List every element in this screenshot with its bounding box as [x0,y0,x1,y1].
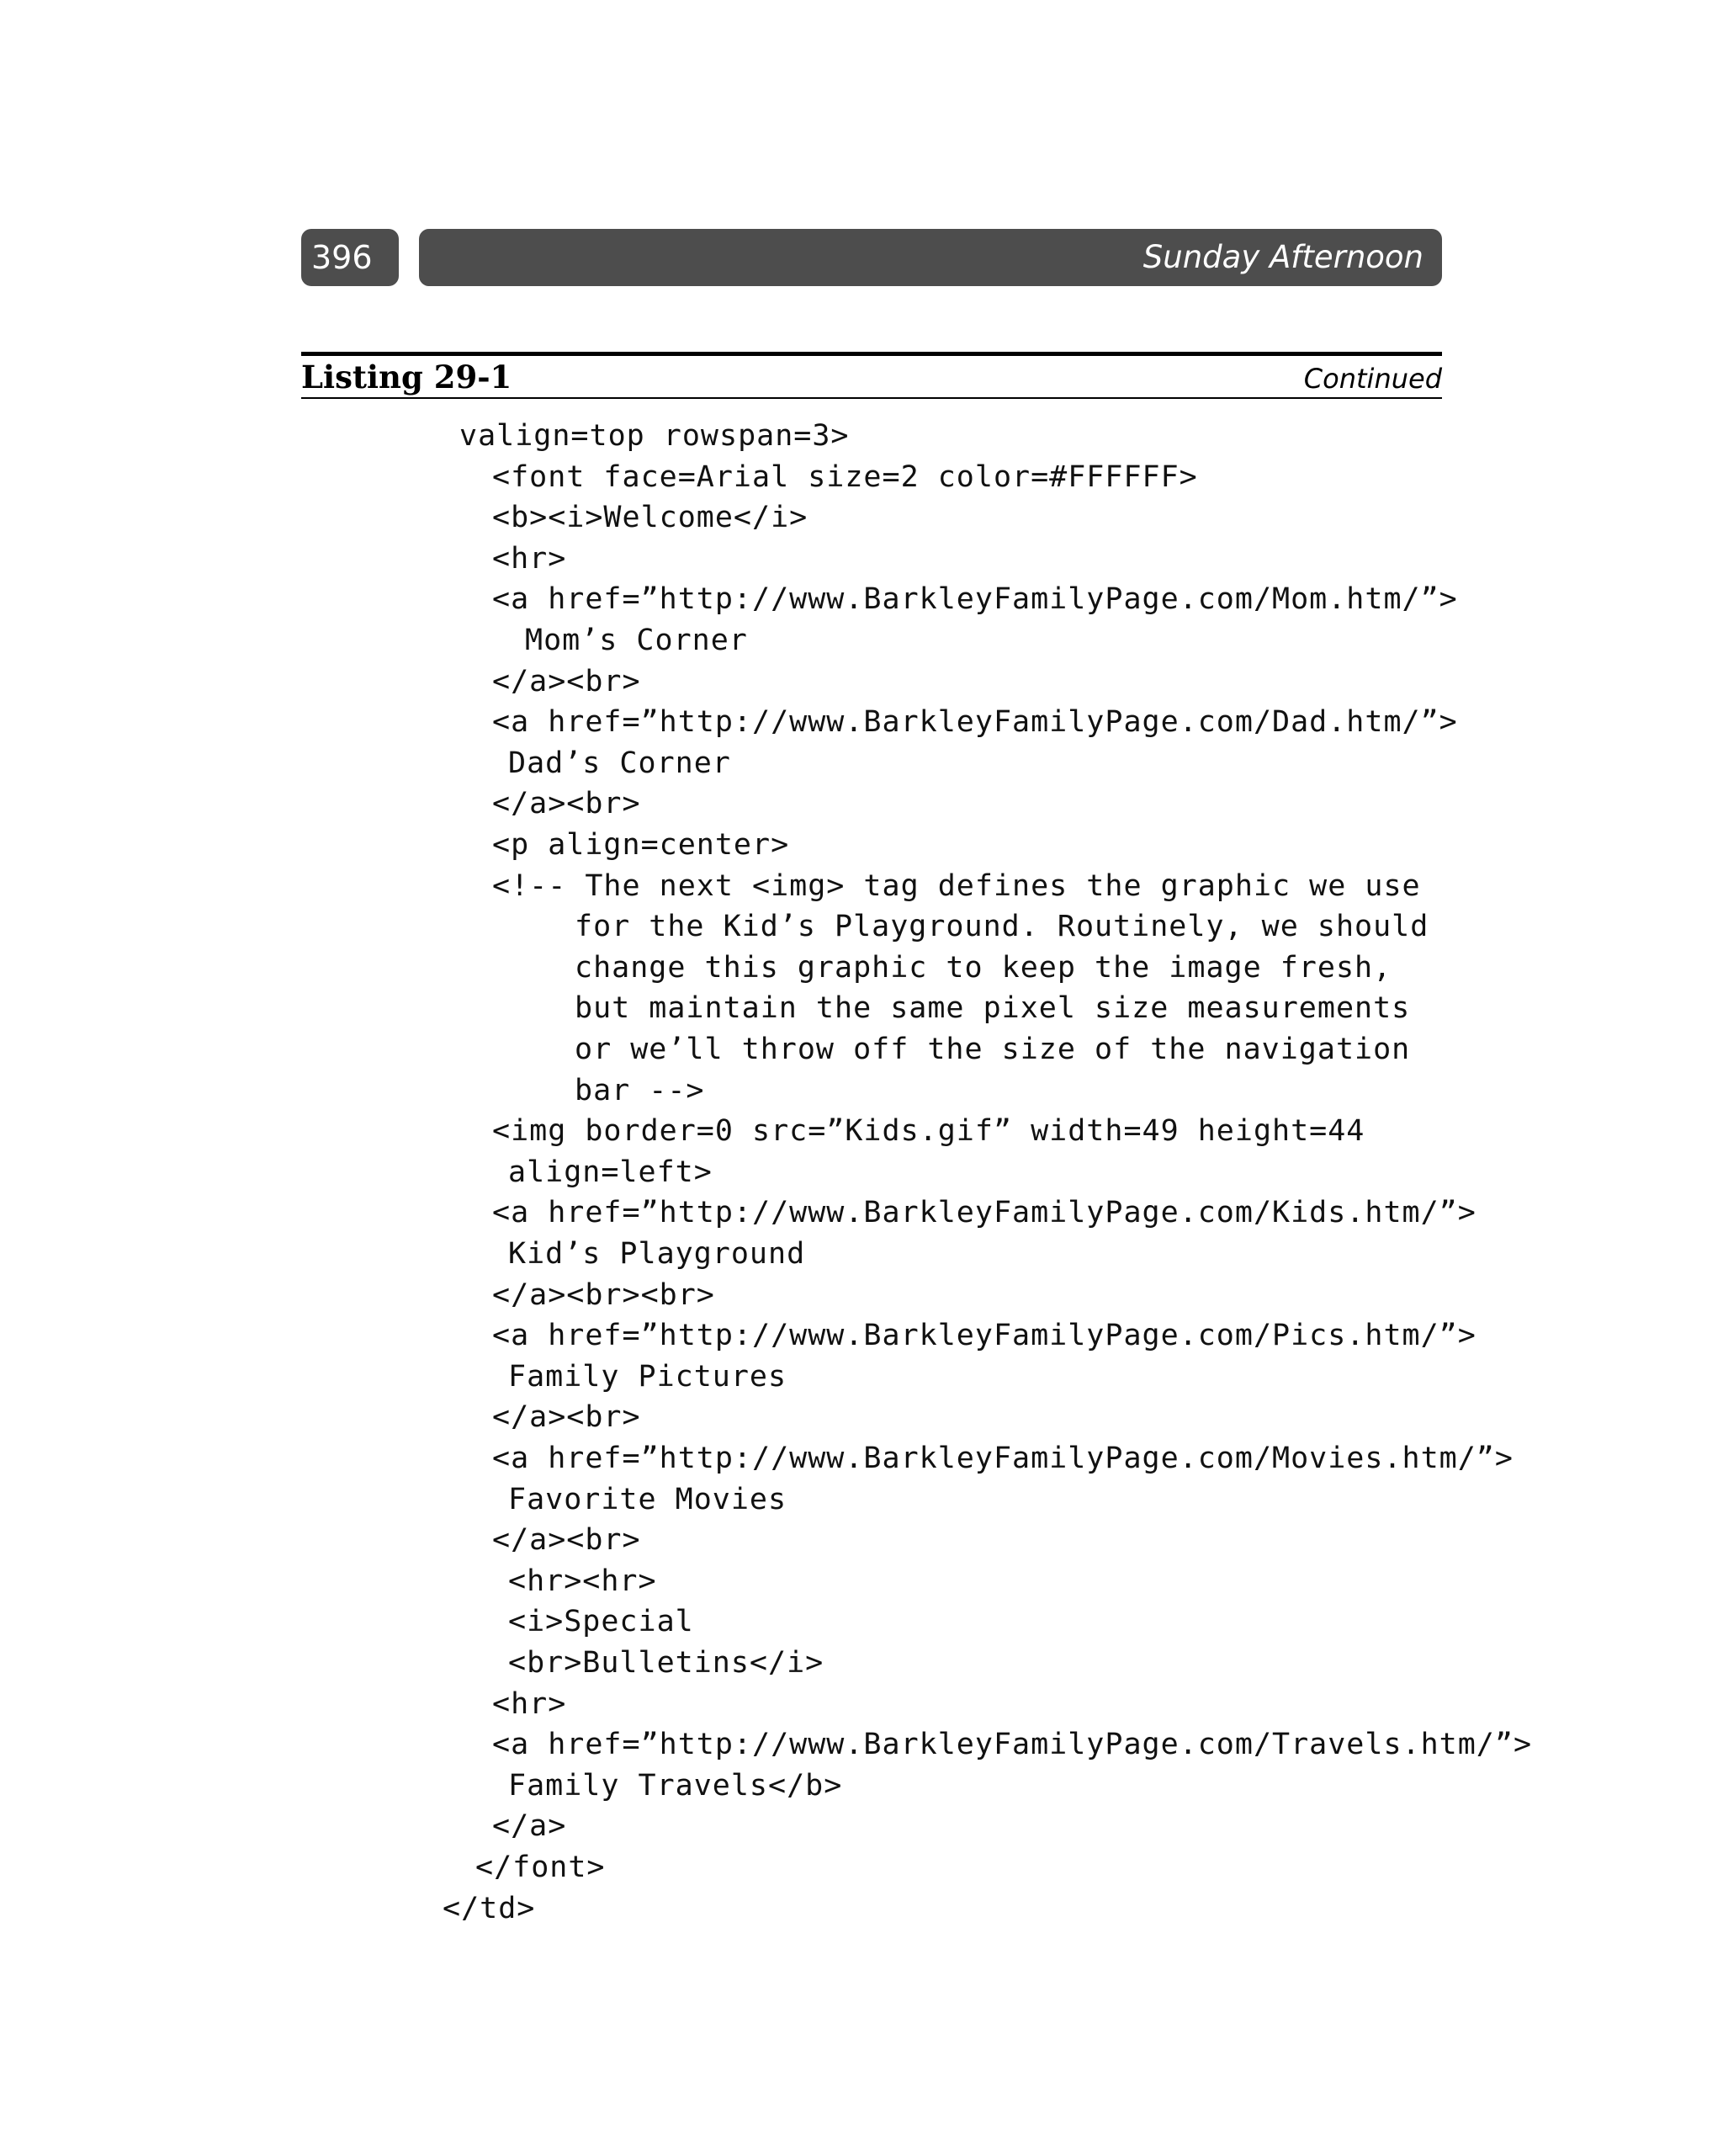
code-line: </font> [475,1851,606,1884]
code-line: Favorite Movies [508,1482,787,1516]
code-line: <a href=”http://www.BarkleyFamilyPage.com/Travels.htm/”> [492,1728,1533,1762]
code-line: <hr> [492,1686,567,1721]
code-line: but maintain the same pixel size measurements [575,991,1411,1026]
code-line: </a><br> [492,1523,641,1558]
listing-top-rule [301,352,1442,356]
code-line: </td> [443,1891,536,1925]
code-line: <p align=center> [492,828,790,862]
code-line: <i>Special [508,1605,694,1639]
code-line: </a><br> [492,1400,641,1435]
code-line: <font face=Arial size=2 color=#FFFFFF> [492,459,1198,494]
listing-continued-label: Continued [1303,363,1442,395]
code-line: <a href=”http://www.BarkleyFamilyPage.com/Kids.htm/”> [492,1196,1476,1230]
code-line: <br>Bulletins</i> [508,1646,824,1680]
code-line: align=left> [508,1155,713,1189]
code-line: <hr> [492,541,567,576]
code-line: Family Travels</b> [508,1768,843,1803]
code-line: Family Pictures [508,1359,787,1394]
code-line: valign=top rowspan=3> [459,419,850,453]
code-line: </a><br> [492,787,641,821]
code-line: bar --> [575,1073,705,1107]
code-line: Mom’s Corner [525,624,748,657]
listing-title: Listing 29-1 [301,358,512,396]
code-line: <a href=”http://www.BarkleyFamilyPage.com/Dad.htm/”> [492,705,1458,740]
code-line: </a><br> [492,664,641,698]
code-line: <b><i>Welcome</i> [492,501,808,535]
code-line: change this graphic to keep the image fresh, [575,950,1392,985]
code-line: or we’ll throw off the size of the navigation [575,1033,1411,1066]
code-line: <img border=0 src=”Kids.gif” width=49 height=44 [492,1114,1365,1149]
code-line: </a> [492,1809,567,1844]
code-line: Dad’s Corner [508,746,731,780]
page-number: 396 [301,229,399,286]
code-line: for the Kid’s Playground. Routinely, we should [575,910,1429,944]
code-line: Kid’s Playground [508,1237,806,1271]
listing-bottom-rule [301,397,1442,399]
code-line: <hr><hr> [508,1564,657,1598]
code-line: <a href=”http://www.BarkleyFamilyPage.com/Pics.htm/”> [492,1319,1476,1353]
code-line: <a href=”http://www.BarkleyFamilyPage.com/Mom.htm/”> [492,582,1458,617]
code-line: <a href=”http://www.BarkleyFamilyPage.com/Movies.htm/”> [492,1442,1514,1475]
code-line: </a><br><br> [492,1277,715,1312]
running-head: Sunday Afternoon [419,229,1442,286]
code-line: <!-- The next <img> tag defines the graphic we use [492,868,1421,903]
